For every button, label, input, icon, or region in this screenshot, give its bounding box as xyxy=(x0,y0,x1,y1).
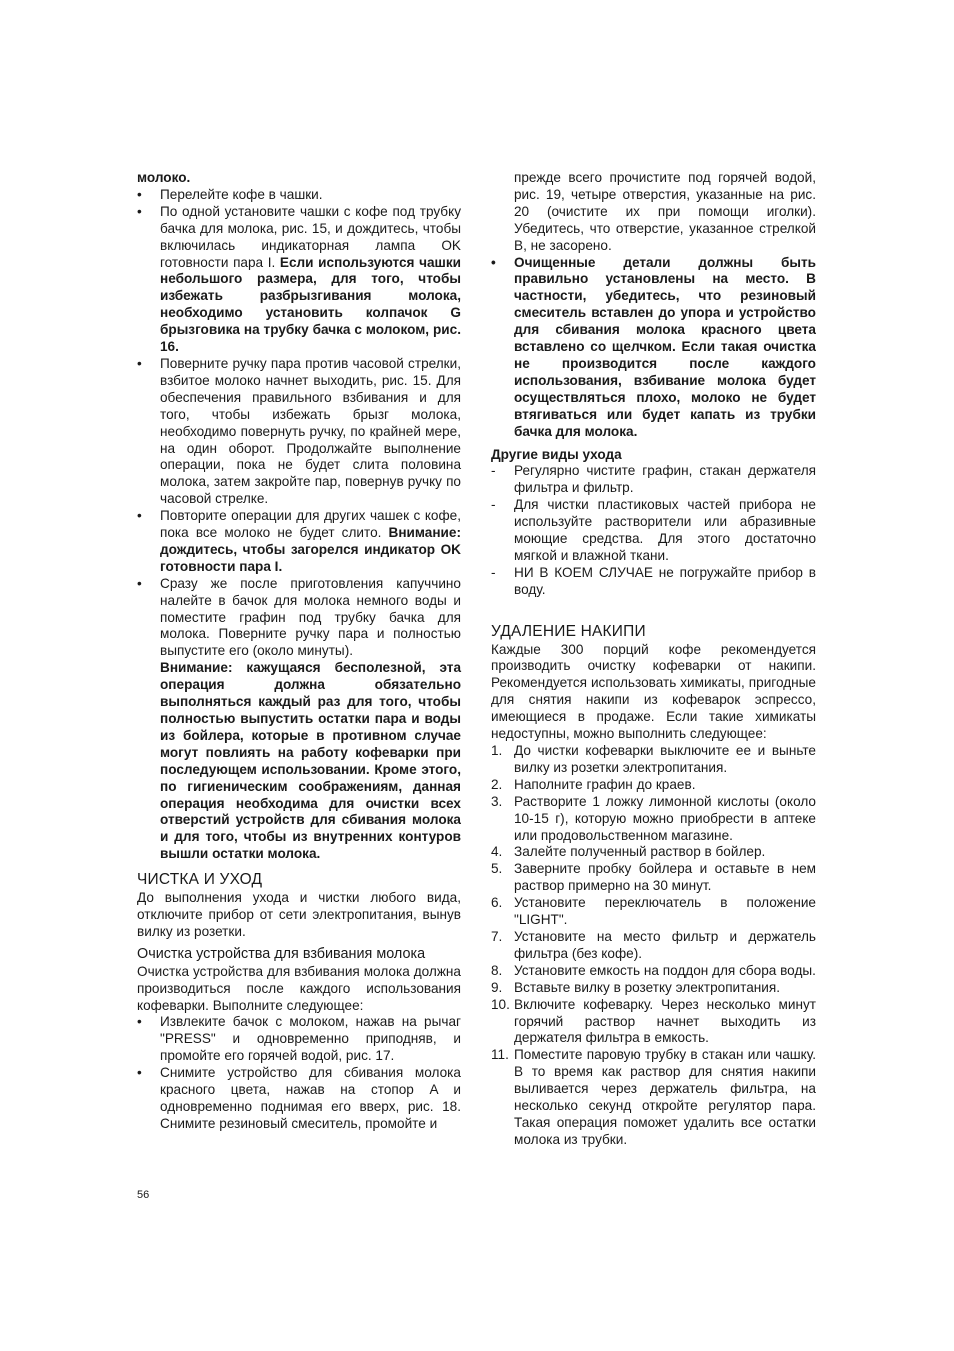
intro-bold-text: молоко. xyxy=(137,170,191,185)
care-heading: ЧИСТКА И УХОД xyxy=(137,871,263,889)
descale-steps-list xyxy=(491,743,816,1149)
list-item: • Поверните ручку пара против часовой стрелки, взбитое молоко начнет выходить, рис. 15. Для обеспечения правильного взбивания и для того, чтобы избежать брызг молока, необходимо повернуть ручку, по крайней мере, на один оборот. Продолжайте выполнение операции, пока не будет слита половина молока, затем закройте пар, повернув ручку по часовой стрелке. xyxy=(137,355,461,507)
list-item: 5. Заверните пробку бойлера и оставьте в нем раствор примерно на 30 минут. xyxy=(491,861,816,894)
list-item: • По одной установите чашки с кофе под трубку бачка для молока, рис. 15, и дождитесь, чтобы включилась индикаторная лампа OK готовности пара I. Если используются чашки небольшого размера, для того, чтобы избежать разбрызгивания молока, необходимо установить колпачок G брызговика на трубку бачка с молоком, рис. 16. xyxy=(137,203,462,355)
bullet-marker: • xyxy=(137,1014,142,1030)
left-column xyxy=(137,170,461,1133)
number-marker: 10. xyxy=(491,996,510,1012)
list-item: - Регулярно чистите графин, стакан держателя фильтра и фильтр. xyxy=(491,463,816,496)
number-marker: 11. xyxy=(491,1047,509,1063)
list-item: 2. Наполните графин до краев. xyxy=(491,776,696,792)
cleaning-steps-list xyxy=(137,1014,461,1132)
right-column xyxy=(491,170,816,1149)
list-item: • Перелейте кофе в чашки. xyxy=(137,186,323,202)
number-marker: 8. xyxy=(491,962,503,978)
cleaning-heading: Очистка устройства для взбивания молока xyxy=(137,945,426,962)
bullet-marker: • xyxy=(137,203,142,219)
number-marker: 4. xyxy=(491,844,503,860)
number-marker: 5. xyxy=(491,861,503,877)
list-item: • Снимите устройство для сбивания молока красного цвета, нажав на стопор A и одновременно поднимая его вверх, рис. 18. Снимите резиновый смеситель, промойте и xyxy=(137,1065,461,1131)
list-item: 8. Установите емкость на поддон для сбора воды. xyxy=(491,962,816,978)
list-item: 7. Установите на место фильтр и держатель фильтра (без кофе). xyxy=(491,928,816,961)
bullet-marker: • xyxy=(137,1065,142,1081)
number-marker: 1. xyxy=(491,743,503,758)
dash-marker: - xyxy=(491,463,496,479)
number-marker: 3. xyxy=(491,793,503,809)
number-marker: 6. xyxy=(491,895,503,911)
bullet-marker: • xyxy=(137,508,142,524)
list-item: - НИ В КОЕМ СЛУЧАЕ не погружайте прибор в воду. xyxy=(491,564,816,597)
list-item: 9. Вставьте вилку в розетку электропитания. xyxy=(491,979,781,995)
bullet-marker: • xyxy=(137,355,142,371)
bullet-marker: • xyxy=(137,575,142,591)
list-item: • Повторите операции для других чашек с кофе, пока все молоко не будет слито. Внимание: дождитесь, чтобы загорелся индикатор OK готовности пара I. xyxy=(137,508,461,574)
list-item: • Очищенные детали должны быть правильно установлены на место. В частности, убедитесь, что резиновый смеситель вставлен до упора и устройство для сбивания молока красного цвета вставлено со щелчком. Если такая очистка не производится после каждого использования, взбивание молока будет осуществляться плохо, молоко не будет втягиваться или будет капать из трубки бачка для молока. xyxy=(491,254,816,439)
number-marker: 9. xyxy=(491,979,503,995)
list-item: - Для чистки пластиковых частей прибора не используйте растворители или абразивные моющие средства. Для этого достаточно мягкой и влажной ткани. xyxy=(491,497,816,563)
number-marker: 7. xyxy=(491,928,503,944)
bold-bullet-list xyxy=(491,255,816,441)
continuation-text: прежде всего прочистите под горячей водой, рис. 19, четыре отверстия, указанные на рис. 20 (очистите их при помощи иголки). Убедитесь, что отверстие, указанное стрелкой B, не засорено. xyxy=(514,170,816,253)
dash-marker: - xyxy=(491,564,496,580)
care-text: До выполнения ухода и чистки любого вида, отключите прибор от сети электропитания, вынув вилку из розетки. xyxy=(137,890,461,939)
list-item: 11. Поместите паровую трубку в стакан или чашку. В то время как раствор для снятия накипи выливается через держатель фильтра, на несколько секунд откройте регулятор пара. Такая операция поможет удалить все остатки молока из трубки. xyxy=(491,1047,816,1147)
warning-text: Если используются чашки небольшого размера, для того, чтобы избежать разбрызгивания молока, необходимо установить колпачок G брызговика на трубку бачка с молоком, рис. 16. xyxy=(160,254,462,355)
bullet-marker: • xyxy=(137,186,142,202)
list-item: 4. Залейте полученный раствор в бойлер. xyxy=(491,844,766,860)
warning-text: Внимание: дождитесь, чтобы загорелся индикатор OK готовности пара I. xyxy=(160,525,461,574)
bullet-marker: • xyxy=(491,254,496,270)
list-item: 6. Установите переключатель в положение "LIGHT". xyxy=(491,895,816,928)
list-item: 10. Включите кофеварку. Через несколько минут горячий раствор начнет выходить из держателя фильтра в емкость. xyxy=(491,996,816,1046)
warning-text: Внимание: кажущаяся бесполезной, эта операция должна обязательно выполняться каждый раз для того, чтобы полностью выпустить остатки пара и воды из бойлера, которые в противном случае могут повлиять на работу кофеварки при последующем использовании. Кроме этого, по гигиеническим соображениям, данная операция необходима для очистки всех отверстий устройств для сбивания молока и для того, чтобы из внутренних контуров вышли остатки молока. xyxy=(160,660,461,862)
dash-marker: - xyxy=(491,497,496,513)
steps-list xyxy=(137,187,461,863)
list-item: • Извлеките бачок с молоком, нажав на рычаг "PRESS" и одновременно приподняв, и промойте его горячей водой, рис. 17. xyxy=(137,1014,461,1064)
other-care-heading: Другие виды ухода xyxy=(491,446,622,462)
list-item: 3. Растворите 1 ложку лимонной кислоты (около 10-15 г), которую можно приобрести в аптеке или продовольственном магазине. xyxy=(491,793,816,843)
list-item: • Сразу же после приготовления капуччино налейте в бачок для молока немного воды и поместите графин под трубку бачка для молока. Поверните ручку пара и полностью выпустите его (около минуты). Внимание: кажущаяся бесполезной, эта операция должна обязательно выполняться каждый раз для того, чтобы полностью выпустить остатки пара и воды из бойлера, которые в противном случае могут повлиять на работу кофеварки при последующем использовании. Кроме этого, по гигиеническим соображениям, данная операция необходима для очистки всех отверстий устройств для сбивания молока и для того, чтобы из внутренних контуров вышли остатки молока. xyxy=(137,575,461,862)
list-item: 1. До чистки кофеварки выключите ее и выньте вилку из розетки электропитания. xyxy=(491,743,816,775)
number-marker: 2. xyxy=(491,776,503,792)
cleaning-text: Очистка устройства для взбивания молока должна производиться после каждого использования кофеварки. Выполните следующее: xyxy=(137,963,461,1013)
page-number: 56 xyxy=(137,1189,150,1201)
descale-heading: УДАЛЕНИЕ НАКИПИ xyxy=(491,622,646,640)
descale-text: Каждые 300 порций кофе рекомендуется производить очистку кофеварки от накипи. Рекомендуется использовать химикаты, пригодные для снятия накипи из кофеварок эспрессо, имеющиеся в продаже. Если такие химикаты недоступны, можно выполнить следующее: xyxy=(491,641,816,742)
other-care-list xyxy=(491,463,816,598)
